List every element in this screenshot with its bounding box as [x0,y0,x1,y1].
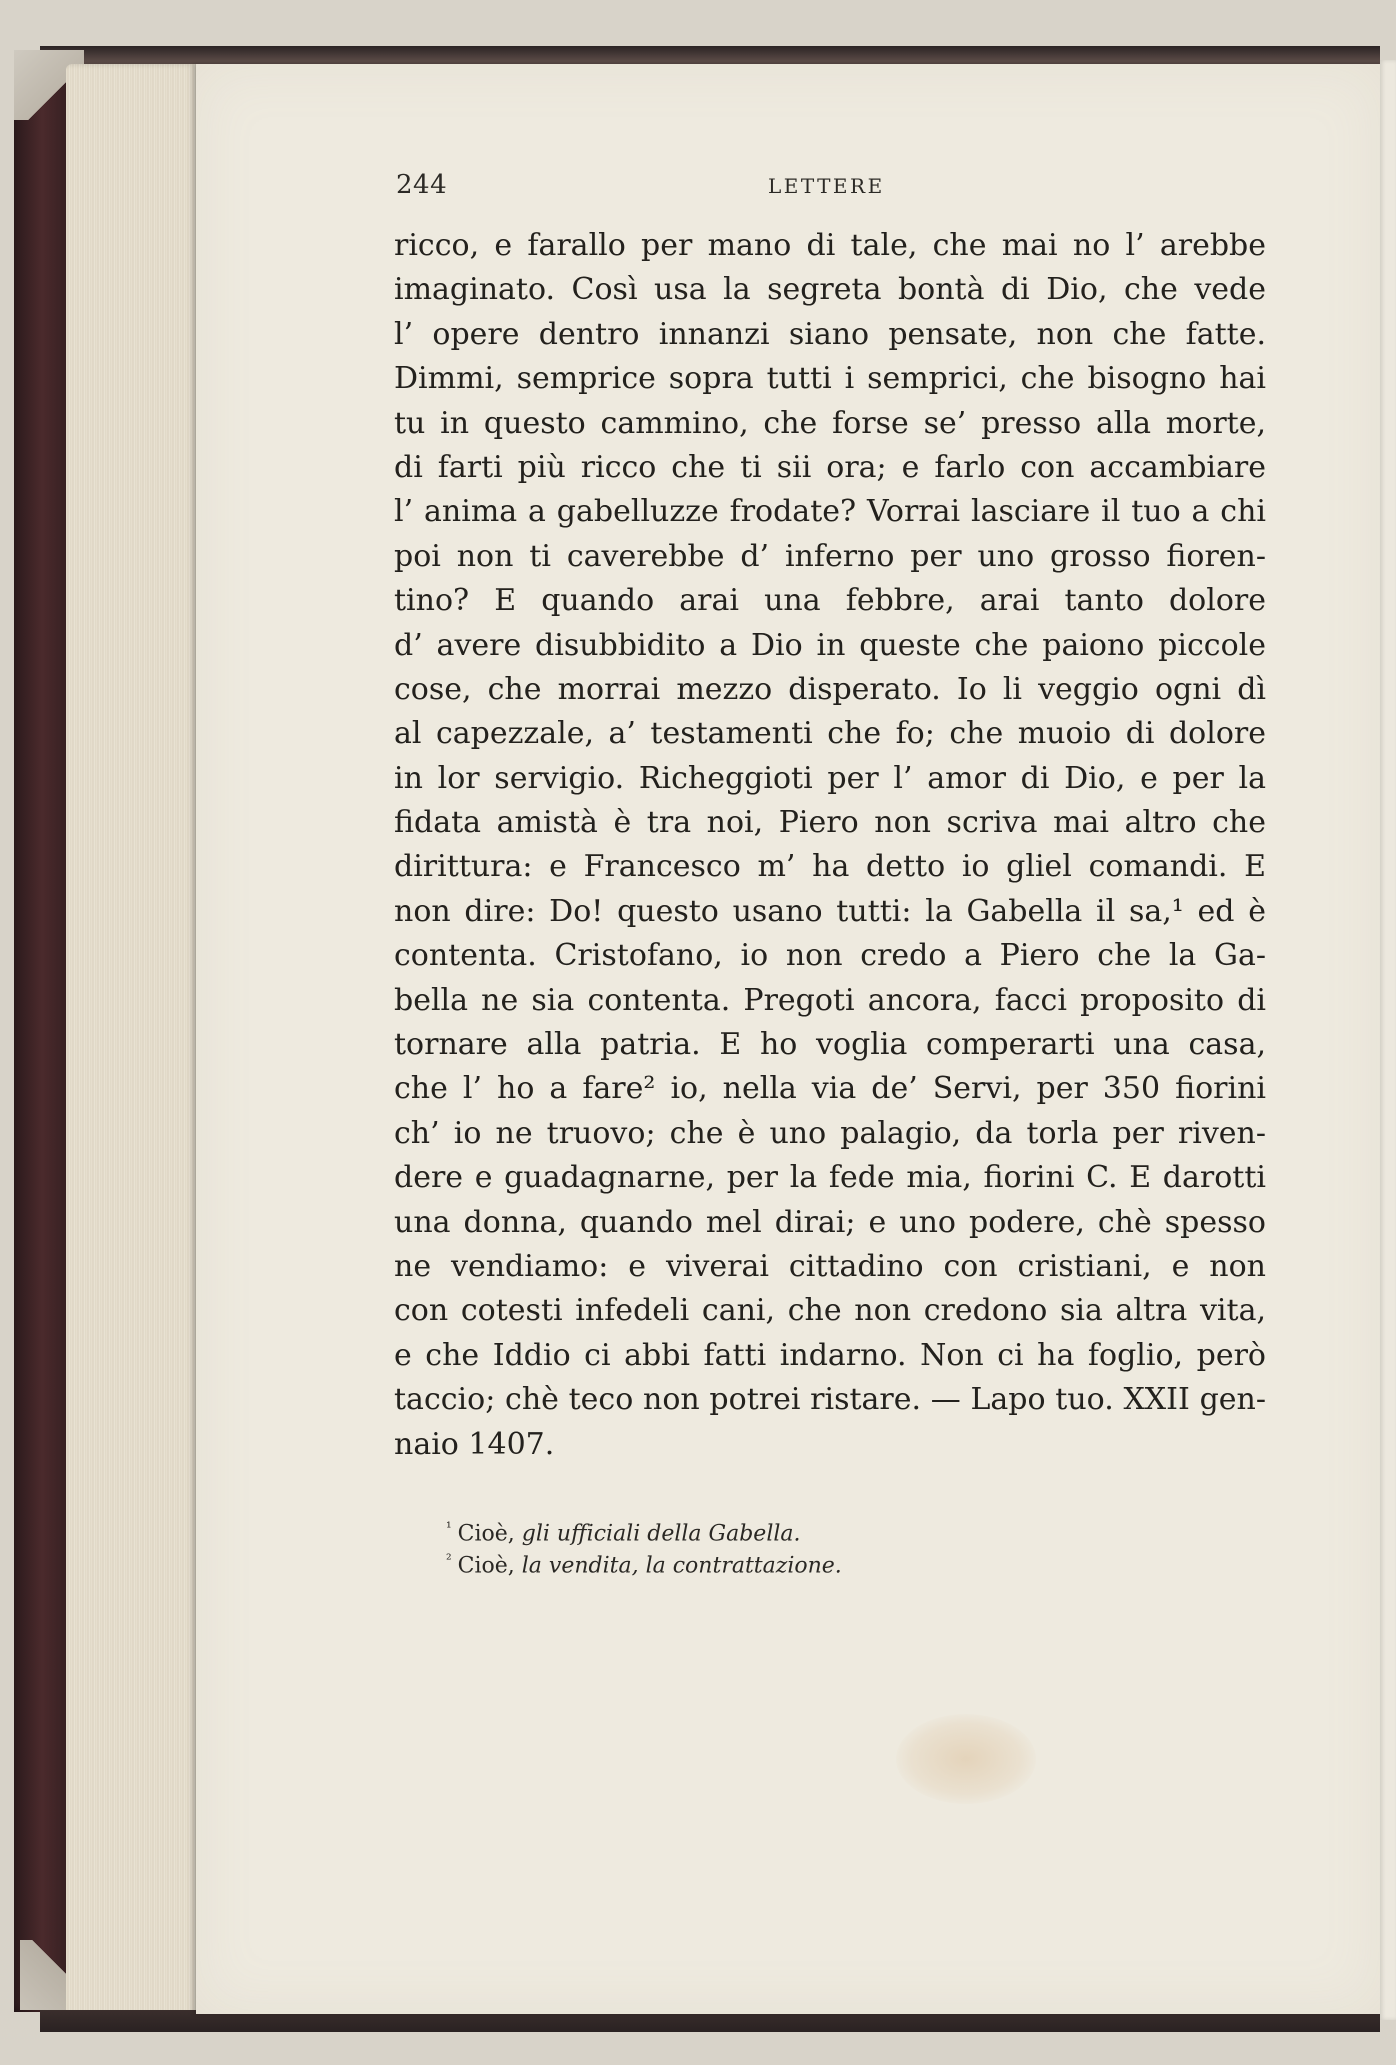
text-line-content: ricco, e farallo per mano di tale, che mai no l’ arebbe [394,228,1266,263]
text-line-content: non dire: Do! questo usano tutti: la Gabella il sa,¹ ed è [394,893,1266,929]
text-line [394,1023,1266,1067]
text-line [394,446,1266,490]
text-line-content: naio 1407. [394,1426,555,1462]
letter-body [394,224,1266,1467]
text-line-content: l’ anima a gabelluzze frodate? Vorrai lasciare il tuo a chi [394,494,1266,530]
page-number: 244 [396,170,448,200]
footnote [446,1544,1246,1579]
text-line-content: contenta. Cristofano, io non credo a Piero che la Ga- [394,938,1266,974]
footnote-mark: ¹ [446,1520,452,1536]
text-line-content: dere e guadagnarne, per la fede mia, fiorini C. E darotti [394,1160,1266,1196]
text-line [394,845,1266,889]
footnote-text: la vendita, la contrattazione. [521,1553,842,1579]
footnote [446,1512,1246,1547]
text-line-content: di farti più ricco che ti sii ora; e farlo con accambiare [394,449,1266,485]
text-line-content: in lor servigio. Richeggioti per l’ amor di Dio, e per la [394,760,1266,796]
text-line-content: una donna, quando mel dirai; e uno podere, chè spesso [394,1204,1266,1240]
text-line [394,1289,1266,1333]
text-line-content: d’ avere disubbidito a Dio in queste che paiono piccole [394,627,1266,663]
text-line [394,934,1266,978]
text-line-content: fidata amistà è tra noi, Piero non scriva mai altro che [394,805,1266,841]
text-line [394,535,1266,579]
footnotes [446,1512,1246,1579]
text-line-content: Dimmi, semprice sopra tutti i semprici, che bisogno hai [394,361,1266,397]
text-line [394,801,1266,845]
text-line-content: cose, che morrai mezzo disperato. Io li veggio ogni dì [394,671,1266,707]
text-line [394,1334,1266,1378]
facing-page-edge [1380,60,1396,2020]
text-line-content: al capezzale, a’ testamenti che fo; che muoio di dolore [394,716,1266,752]
text-line-content: e che Iddio ci abbi fatti indarno. Non ci ha foglio, però [394,1337,1266,1373]
text-line [394,890,1266,934]
text-line [394,979,1266,1023]
text-line [394,757,1266,801]
footnote-mark: ² [446,1552,452,1568]
text-line [394,624,1266,668]
text-line [394,668,1266,712]
text-line-content: tornare alla patria. E ho voglia comperarti una casa, [394,1027,1266,1063]
page-edges-stack [66,64,196,2024]
text-line-content: con cotesti infedeli cani, che non credono sia altra vita, [394,1293,1266,1329]
text-line-content: ch’ io ne truovo; che è uno palagio, da torla per riven- [394,1115,1266,1151]
text-line [394,268,1266,312]
footnote-text: gli ufficiali della Gabella. [521,1521,801,1547]
text-line [394,579,1266,623]
text-line-content: bella ne sia contenta. Pregoti ancora, facci proposito di [394,982,1266,1018]
text-line [394,1245,1266,1289]
footnote-lead: Cioè, [457,1521,515,1547]
text-line [394,1112,1266,1156]
text-line-content: taccio; chè teco non potrei ristare. — Lapo tuo. XXII gen- [394,1382,1266,1418]
text-line [394,402,1266,446]
text-line [394,1423,1266,1467]
text-line [394,313,1266,357]
text-line-content: che l’ ho a fare² io, nella via de’ Servi, per 350 fiorini [394,1071,1266,1107]
text-line [394,490,1266,534]
text-line [394,357,1266,401]
text-line-content: tu in questo cammino, che forse se’ presso alla morte, [394,405,1266,441]
text-line-content: dirittura: e Francesco m’ ha detto io gliel comandi. E [394,849,1266,885]
text-line [394,1067,1266,1111]
text-line-content: poi non ti caverebbe d’ inferno per uno grosso fioren- [394,538,1266,574]
text-line [394,1378,1266,1422]
text-line-content: l’ opere dentro innanzi siano pensate, non che fatte. [394,316,1266,352]
text-line [394,712,1266,756]
text-line-content: ne vendiamo: e viverai cittadino con cristiani, e non [394,1248,1266,1284]
text-line [394,1156,1266,1200]
text-line [394,1201,1266,1245]
footnote-lead: Cioè, [457,1553,515,1579]
text-line-content: imaginato. Così usa la segreta bontà di Dio, che vede [394,272,1266,308]
running-head [396,170,1266,210]
text-line-content: tino? E quando arai una febbre, arai tanto dolore [394,583,1266,619]
paper-stain [896,1714,1036,1804]
running-title: LETTERE [768,174,885,198]
text-line [394,224,1266,268]
